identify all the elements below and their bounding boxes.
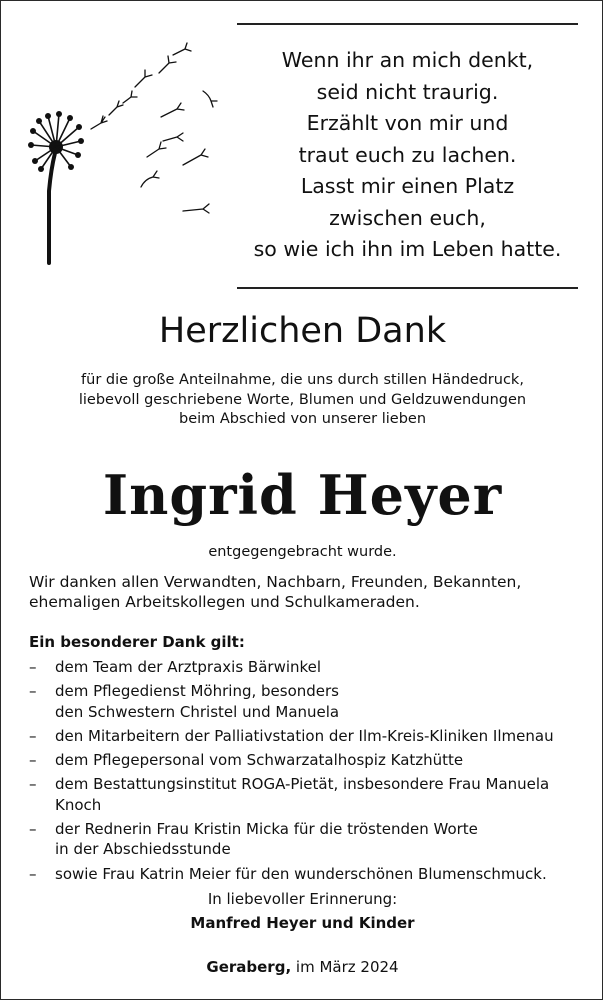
list-item-text: dem Team der Arztpraxis Bärwinkel [55,658,322,676]
poem [237,45,578,266]
thanks-line: Wir danken allen Verwandten, Nachbarn, Freunden, Bekannten, [29,573,522,591]
dash-icon: – [29,682,37,701]
poem-line: Erzählt von mir und [306,111,509,135]
dandelion-icon [23,41,223,271]
special-thanks-heading: Ein besonderer Dank gilt: [29,633,245,651]
place: Geraberg, [206,958,292,976]
intro-text [1,371,603,430]
thanks-line: ehemaligen Arbeitskollegen und Schulkameraden. [29,593,420,611]
list-item-text: den Mitarbeitern der Palliativstation der Ilm-Kreis-Kliniken Ilmenau [55,726,554,745]
intro-line: für die große Anteilnahme, die uns durch stillen Händedruck, [81,372,524,388]
list-item [29,726,594,746]
top-rule [237,23,578,25]
poem-line: Lasst mir einen Platz [300,174,515,198]
list-item [29,681,594,722]
list-item-text: dem Pflegepersonal vom Schwarzatalhospiz Katzhütte [55,751,464,770]
intro-line: liebevoll geschriebene Worte, Blumen und Geldzuwendungen [78,391,527,408]
deceased-name: Ingrid Heyer [102,463,503,527]
signature-names: Manfred Heyer und Kinder [190,914,415,932]
list-item [29,819,594,860]
list-item-text: dem Pflegedienst Möhring, besonders den Schwestern Christel und Manuela [55,682,340,721]
poem-line: zwischen euch, [329,205,486,230]
page-title: Herzlichen Dank [158,311,447,351]
dash-icon: – [29,775,37,794]
place-date [1,957,603,977]
bottom-rule [237,287,578,289]
list-item [29,750,594,770]
dash-icon: – [29,658,37,676]
thanks-text [29,572,589,612]
poem-line: so wie ich ihn im Leben hatte. [253,237,562,261]
list-item-text: der Rednerin Frau Kristin Micka für die tröstenden Worte in der Abschiedsstunde [55,820,478,859]
list-item-text: sowie Frau Katrin Meier für den wunderschönen Blumenschmuck. [55,864,547,883]
signature-intro: In liebevoller Erinnerung: [207,890,398,908]
list-item-text: dem Bestattungsinstitut ROGA-Pietät, insbesondere Frau Manuela Knoch [55,775,550,814]
dash-icon: – [29,751,37,770]
dash-icon: – [29,820,37,839]
dash-icon: – [29,726,37,745]
intro-line: beim Abschied von unserer lieben [178,411,427,427]
dash-icon: – [29,864,37,883]
poem-line: traut euch zu lachen. [298,142,517,167]
date: im März 2024 [295,958,399,976]
poem-line: seid nicht traurig. [316,79,499,104]
poem-line: Wenn ihr an mich denkt, [281,48,534,72]
received-text: entgegengebracht wurde. [208,544,397,560]
special-thanks-list [29,657,594,888]
list-item [29,774,594,815]
list-item [29,657,594,677]
list-item [29,864,594,884]
